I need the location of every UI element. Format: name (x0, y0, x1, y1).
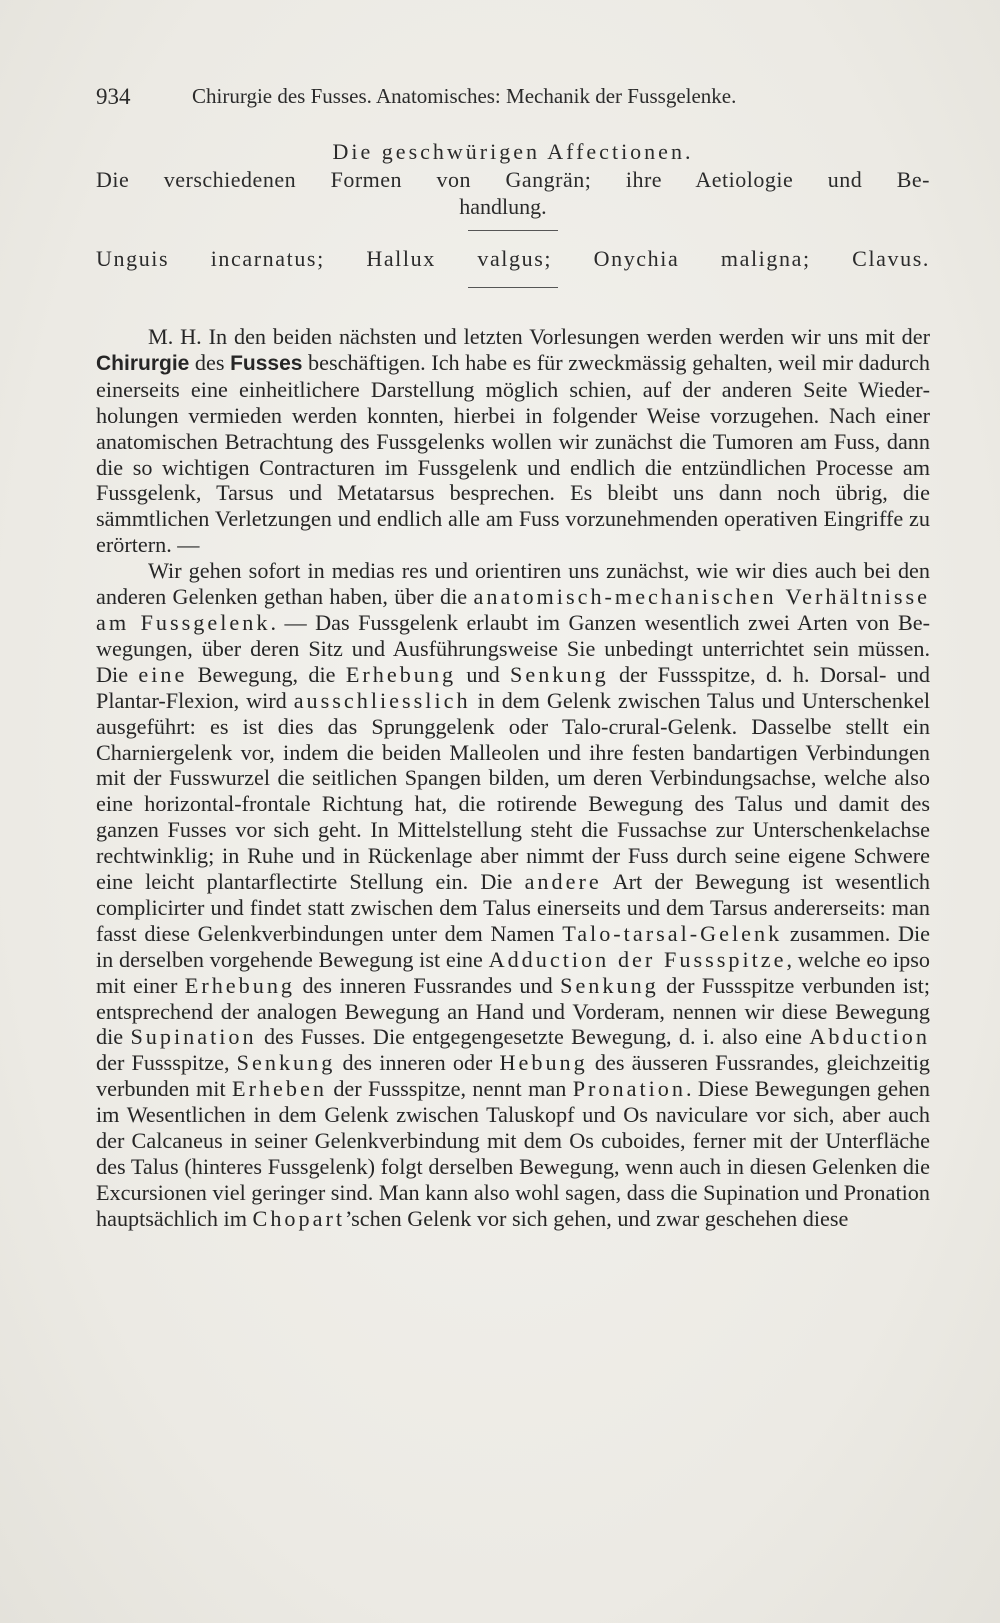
chapter-titles (96, 138, 930, 288)
emphasis-spaced: Talo-tarsal-Gelenk (562, 920, 783, 946)
emphasis-spaced: Chopart (252, 1205, 345, 1231)
chapter-title-line-3: Unguis incarnatus; Hallux valgus; Onychia maligna; Clavus. (96, 246, 930, 271)
emphasis-spaced: Erhebung (184, 972, 296, 998)
emphasis-spaced: Pronation (572, 1076, 686, 1102)
emphasis-spaced: anatomisch-mechanischen Verhältnisse am Fussgelenk (96, 584, 930, 635)
emphasis-spaced: andere (524, 869, 602, 895)
emphasis-spaced: Supination (130, 1024, 257, 1050)
emphasis-spaced: Hebung (499, 1050, 588, 1076)
chapter-title-line-2-continued: handlung. (459, 194, 547, 219)
chapter-title-line-1: Die geschwürigen Affectionen. (332, 139, 694, 164)
paragraph-2: Wir gehen sofort in medias res und orientiren uns zunächst, wie wir dies auch bei den anderen Gelenken gethan haben, über die anatomisch-mechanischen Verhältnisse am Fussgelenk. — Das Fussgelenk erlaubt im Ganzen wesentlich zwei Arten von Bewegungen, über deren Sitz und Ausführungsweise Sie unbedingt unterrichtet sein müssen. Die eine Bewegung, die Erhebung und Senkung der Fussspitze, d. h. Dorsal- und Plantar-Flexion, wird ausschliesslich in dem Gelenk zwischen Talus und Unterschenkel ausgeführt: es ist dies das Sprunggelenk oder Talo-crural-Gelenk. Dasselbe stellt ein Charniergelenk vor, indem die beiden Malleolen und ihre festen bandartigen Verbindungen mit der Fusswurzel die seitlichen Spangen bilden, um deren Verbindungsachse, welche also eine horizontal-frontale Richtung hat, die rotirende Bewegung des Talus und damit des ganzen Fusses vor sich geht. In Mittelstellung steht die Fussachse zur Unterschenkelachse rechtwinklig; in Ruhe und in Rückenlage aber nimmt der Fuss durch seine eigene Schwere eine leicht plantarflectirte Stellung ein. Die andere Art der Bewegung ist wesentlich complicirter und findet statt zwischen dem Talus einerseits und dem Tarsus andererseits: man fasst diese Gelenkverbindungen unter dem Namen Talo-tarsal-Gelenk zusammen. Die in derselben vorgehende Bewegung ist eine Adduction der Fussspitze, welche eo ipso mit einer Erhebung des inneren Fussrandes und Senkung der Fussspitze verbunden ist; entsprechend der analogen Bewegung an Hand und Vorderam, nennen wir diese Bewegung die Supination des Fusses. Die entgegengesetzte Bewegung, d. i. also eine Abduction der Fussspitze, Senkung des inneren oder Hebung des äusseren Fussrandes, gleichzeitig verbunden mit Erheben der Fussspitze, nennt man Pronation. Diese Bewegungen gehen im Wesentlichen in dem Gelenk zwischen Taluskopf und Os naviculare vor sich, aber auch der Calcaneus in seiner Gelenkverbindung mit dem Os cuboides, ferner mit der Unterfläche des Talus (hinteres Fussgelenk) folgt derselben Bewegung, wenn auch in diesen Gelenken die Excursionen viel geringer sind. Man kann also wohl sagen, dass die Supination und Pronation hauptsächlich im Chopart’schen Gelenk vor sich gehen, und zwar geschehen diese (96, 558, 931, 1231)
separator-rule (468, 287, 558, 288)
emphasis-spaced: Adduction der Fussspitze (488, 946, 787, 972)
running-title: Chirurgie des Fusses. Anatomisches: Mechanik der Fussgelenke. (192, 84, 737, 108)
emphasis-spaced: eine (138, 661, 188, 687)
page-number: 934 (96, 84, 131, 109)
paragraph-1: M. H. In den beiden nächsten und letzten Vorlesungen werden werden wir uns mit der Chirurgie des Fusses beschäftigen. Ich habe es für zweckmässig gehalten, weil mir dadurch einerseits eine einheitlichere Darstellung möglich schien, auf der anderen Seite Wiederholungen vermieden werden konnten, hierbei in folgender Weise vorzugehen. Nach einer anatomischen Betrachtung des Fussgelenks wollen wir zunächst die Tumoren am Fuss, dann die so wichtigen Contracturen im Fussgelenk und endlich die entzündlichen Processe am Fussgelenk, Tarsus und Metatarsus besprechen. Es bleibt uns dann noch übrig, die sämmtlichen Verletzungen und endlich alle am Fuss vorzunehmenden operativen Eingriffe zu erörtern. — (96, 324, 930, 558)
emphasis-bold: Fusses (230, 351, 303, 375)
emphasis-spaced: Erhebung (345, 661, 457, 687)
emphasis-spaced: Erheben (232, 1076, 327, 1102)
emphasis-spaced: Abduction (809, 1024, 930, 1050)
page-header (92, 84, 932, 114)
emphasis-bold: Chirurgie (96, 351, 190, 375)
emphasis-spaced: Senkung (236, 1050, 336, 1076)
separator-rule (468, 230, 558, 231)
emphasis-spaced: Senkung (510, 661, 609, 687)
emphasis-spaced: ausschliesslich (293, 687, 471, 713)
emphasis-spaced: Senkung (560, 972, 659, 998)
chapter-title-line-2: Die verschiedenen Formen von Gangrän; ihre Aetiologie und Be- (96, 167, 930, 192)
body-text (96, 324, 930, 1232)
